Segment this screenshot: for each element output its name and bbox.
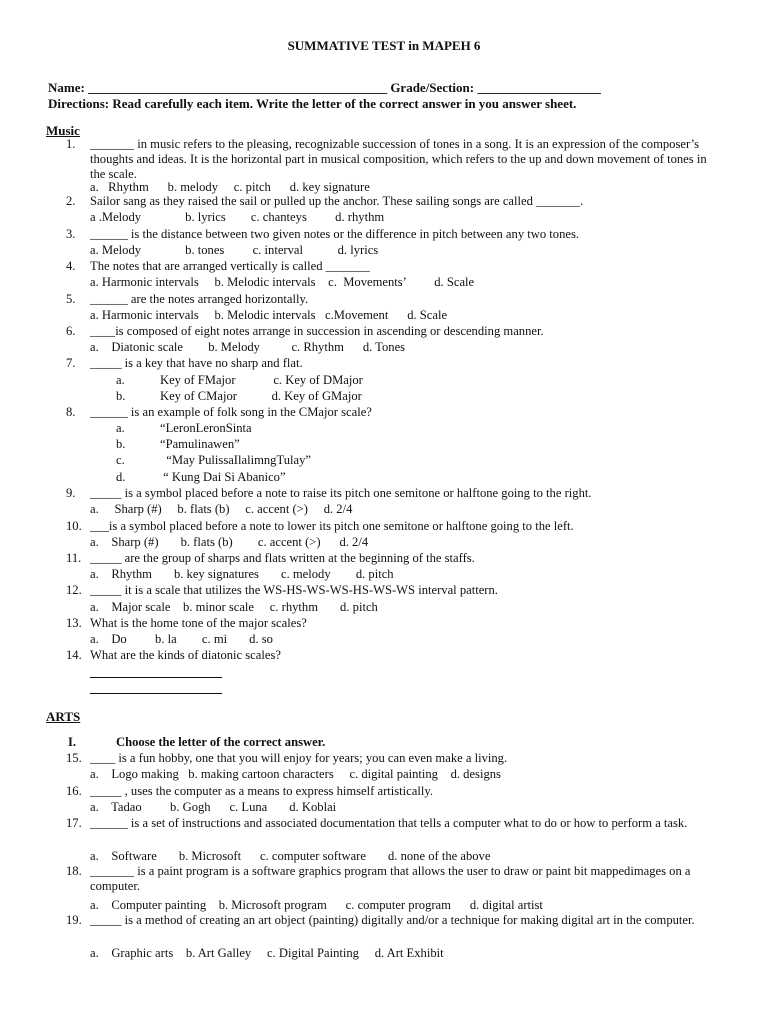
option-text: “Pamulinawen” xyxy=(160,437,240,451)
answer-options: a. Sharp (#) b. flats (b) c. accent (>) d. 2/4 xyxy=(90,502,353,516)
music-heading: Music xyxy=(46,123,80,138)
answer-options: a. Tadao b. Gogh c. Luna d. Koblai xyxy=(90,800,337,814)
question-text: _____ is a method of creating an art object (painting) digitally and/or a technique for making digital art in the computer. xyxy=(90,913,695,927)
option-text: “ Kung Dai Si Abanico” xyxy=(160,470,286,484)
answer-option xyxy=(116,470,286,485)
answer-options: a. Do b. la c. mi d. so xyxy=(90,632,273,646)
option-text: Key of FMajor c. Key of DMajor xyxy=(160,373,363,387)
question-text: _______ is a paint program is a software graphics program that allows the user to draw or paint bit mappedimages on a computer. xyxy=(90,864,691,894)
option-text: “May PulissaIlalimngTulay” xyxy=(160,453,312,467)
option-letter: a. xyxy=(116,373,125,387)
answer-option xyxy=(116,437,240,452)
option-letter: a. xyxy=(116,421,125,435)
answer-blank-line xyxy=(90,677,222,678)
question-text: _____ , uses the computer as a means to express himself artistically. xyxy=(90,784,433,798)
question-number: 17. xyxy=(66,816,82,830)
answer-option xyxy=(116,373,363,388)
question-number: 3. xyxy=(66,227,76,241)
question-number: 5. xyxy=(66,292,76,306)
name-grade-line: Name: ______________________________________________ Grade/Section: ___________________ xyxy=(48,80,601,95)
answer-options: a .Melody b. lyrics c. chanteys d. rhythm xyxy=(90,210,385,224)
question-text: _____ is a symbol placed before a note to raise its pitch one semitone or halftone going to the right. xyxy=(90,486,592,500)
answer-option xyxy=(116,421,252,436)
answer-options: a. Computer painting b. Microsoft program c. computer program d. digital artist xyxy=(90,898,543,912)
roman-numeral: I. xyxy=(68,735,77,749)
question-text: ______ is an example of folk song in the CMajor scale? xyxy=(90,405,372,419)
question-number: 4. xyxy=(66,259,76,273)
option-letter: c. xyxy=(116,453,125,467)
answer-options: a. Diatonic scale b. Melody c. Rhythm d. Tones xyxy=(90,340,406,354)
question-text: ___is a symbol placed before a note to lower its pitch one semitone or halftone going to the left. xyxy=(90,519,574,533)
question-number: 10. xyxy=(66,519,82,533)
answer-options: a. Graphic arts b. Art Galley c. Digital Painting d. Art Exhibit xyxy=(90,946,444,960)
question-number: 6. xyxy=(66,324,76,338)
answer-options: a. Software b. Microsoft c. computer software d. none of the above xyxy=(90,849,491,863)
question-text: _______ in music refers to the pleasing, recognizable succession of tones in a song. It is an expression of the composer’s thoughts and ideas. It is the horizontal part in musical composition, which refers to the up and down movement of tones in the scale. xyxy=(90,137,707,182)
question-number: 19. xyxy=(66,913,82,927)
question-text: What is the home tone of the major scales? xyxy=(90,616,307,630)
answer-options: a. Melody b. tones c. interval d. lyrics xyxy=(90,243,379,257)
answer-option xyxy=(116,389,362,404)
question-text: ____is composed of eight notes arrange in succession in ascending or descending manner. xyxy=(90,324,544,338)
question-text: _____ are the group of sharps and flats written at the beginning of the staffs. xyxy=(90,551,475,565)
question-number: 9. xyxy=(66,486,76,500)
option-letter: d. xyxy=(116,470,126,484)
answer-options: a. Rhythm b. key signatures c. melody d. pitch xyxy=(90,567,394,581)
answer-options: a. Harmonic intervals b. Melodic intervals c. Movements’ d. Scale xyxy=(90,275,475,289)
arts-instruction xyxy=(68,735,325,750)
answer-options: a. Rhythm b. melody c. pitch d. key signature xyxy=(90,180,370,194)
question-text: ____ is a fun hobby, one that you will enjoy for years; you can even make a living. xyxy=(90,751,508,765)
answer-options: a. Sharp (#) b. flats (b) c. accent (>) d. 2/4 xyxy=(90,535,369,549)
question-number: 18. xyxy=(66,864,82,878)
instruction-text: Choose the letter of the correct answer. xyxy=(116,735,326,749)
answer-options: a. Harmonic intervals b. Melodic intervals c.Movement d. Scale xyxy=(90,308,448,322)
page-title: SUMMATIVE TEST in MAPEH 6 xyxy=(287,38,481,53)
arts-heading: ARTS xyxy=(46,709,81,724)
question-text: What are the kinds of diatonic scales? xyxy=(90,648,281,662)
option-text: Key of CMajor d. Key of GMajor xyxy=(160,389,362,403)
question-text: Sailor sang as they raised the sail or pulled up the anchor. These sailing songs are called _______. xyxy=(90,194,584,208)
question-number: 13. xyxy=(66,616,82,630)
question-number: 16. xyxy=(66,784,82,798)
question-number: 1. xyxy=(66,137,76,151)
question-number: 14. xyxy=(66,648,82,662)
question-number: 15. xyxy=(66,751,82,765)
question-number: 8. xyxy=(66,405,76,419)
question-number: 7. xyxy=(66,356,76,370)
question-text: _____ it is a scale that utilizes the WS-HS-WS-WS-HS-WS-WS interval pattern. xyxy=(90,583,498,597)
question-text: The notes that are arranged vertically is called _______ xyxy=(90,259,370,273)
question-number: 11. xyxy=(66,551,82,565)
question-text: _____ is a key that have no sharp and flat. xyxy=(90,356,303,370)
question-text: ______ is the distance between two given notes or the difference in pitch between any two tones. xyxy=(90,227,580,241)
question-number: 12. xyxy=(66,583,82,597)
answer-options: a. Logo making b. making cartoon characters c. digital painting d. designs xyxy=(90,767,501,781)
option-text: “LeronLeronSinta xyxy=(160,421,252,435)
answer-blank-line xyxy=(90,693,222,694)
option-letter: b. xyxy=(116,437,126,451)
directions: Directions: Read carefully each item. Write the letter of the correct answer in you answer sheet. xyxy=(48,96,577,111)
answer-option xyxy=(116,453,311,468)
question-number: 2. xyxy=(66,194,76,208)
option-letter: b. xyxy=(116,389,126,403)
question-text: ______ are the notes arranged horizontally. xyxy=(90,292,309,306)
answer-options: a. Major scale b. minor scale c. rhythm d. pitch xyxy=(90,600,378,614)
question-text: ______ is a set of instructions and associated documentation that tells a computer what to do or how to perform a task. xyxy=(90,816,688,830)
